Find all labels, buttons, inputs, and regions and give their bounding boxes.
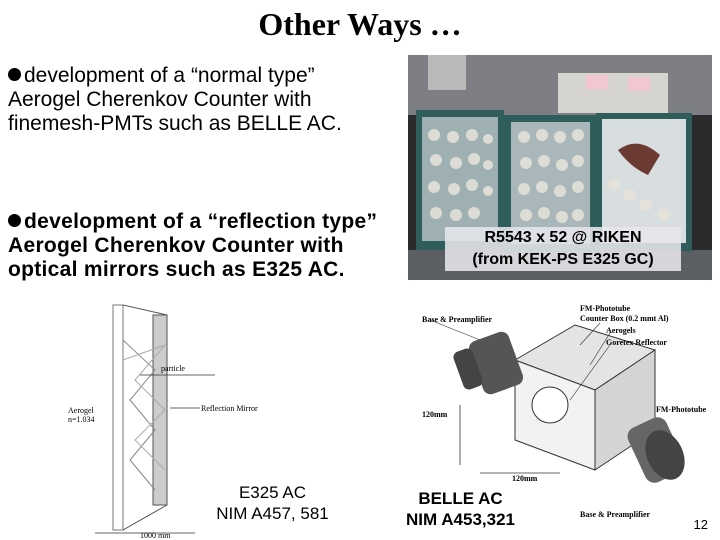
photo-caption [445, 227, 681, 271]
belle-caption [398, 488, 523, 530]
bullet-dot-icon [8, 68, 21, 81]
e325-caption-line2: NIM A457, 581 [216, 504, 329, 523]
e325-label-width: 1000 mm [140, 531, 171, 540]
photo-caption-line2: (from KEK-PS E325 GC) [472, 251, 654, 268]
belle-caption-line1: BELLE AC [418, 489, 503, 508]
belle-label-aerogels: Aerogels [606, 326, 636, 335]
e325-label-aerogel: Aerogel [68, 406, 94, 415]
bullet-text: development of a “reflection type” Aerogel Cherenkov Counter with optical mirrors such as E325 AC. [8, 210, 378, 281]
belle-label-base-preamp-top: Base & Preamplifier [422, 315, 493, 324]
e325-label-index: n=1.034 [68, 415, 95, 424]
belle-label-dim-horizontal: 120mm [512, 474, 538, 483]
e325-caption-line1: E325 AC [238, 483, 307, 502]
page-number: 12 [693, 517, 708, 532]
e325-caption [200, 482, 345, 524]
belle-label-fm-phototube-right: FM-Phototube [656, 405, 707, 414]
belle-label-base-preamp-bottom: Base & Preamplifier [580, 510, 651, 519]
e325-label-particle: particle [161, 364, 185, 373]
belle-label-fm-phototube-top: FM-Phototube [580, 304, 631, 313]
belle-caption-line2: NIM A453,321 [406, 510, 515, 529]
bullet-text: development of a “normal type” Aerogel Cherenkov Counter with finemesh-PMTs such as BELLE AC. [8, 64, 342, 135]
bullet-normal-type [8, 64, 388, 136]
e325-label-mirror: Reflection Mirror [201, 404, 258, 413]
slide-title: Other Ways … [258, 6, 462, 42]
bullet-reflection-type [8, 210, 388, 282]
belle-label-counter-box: Counter Box (0.2 mmt Al) [580, 314, 669, 323]
bullet-dot-icon [8, 214, 21, 227]
belle-label-goretex: Goretex Reflector [606, 338, 667, 347]
belle-label-dim-vertical: 120mm [422, 410, 448, 419]
photo-caption-line1: R5543 x 52 @ RIKEN [484, 229, 642, 246]
